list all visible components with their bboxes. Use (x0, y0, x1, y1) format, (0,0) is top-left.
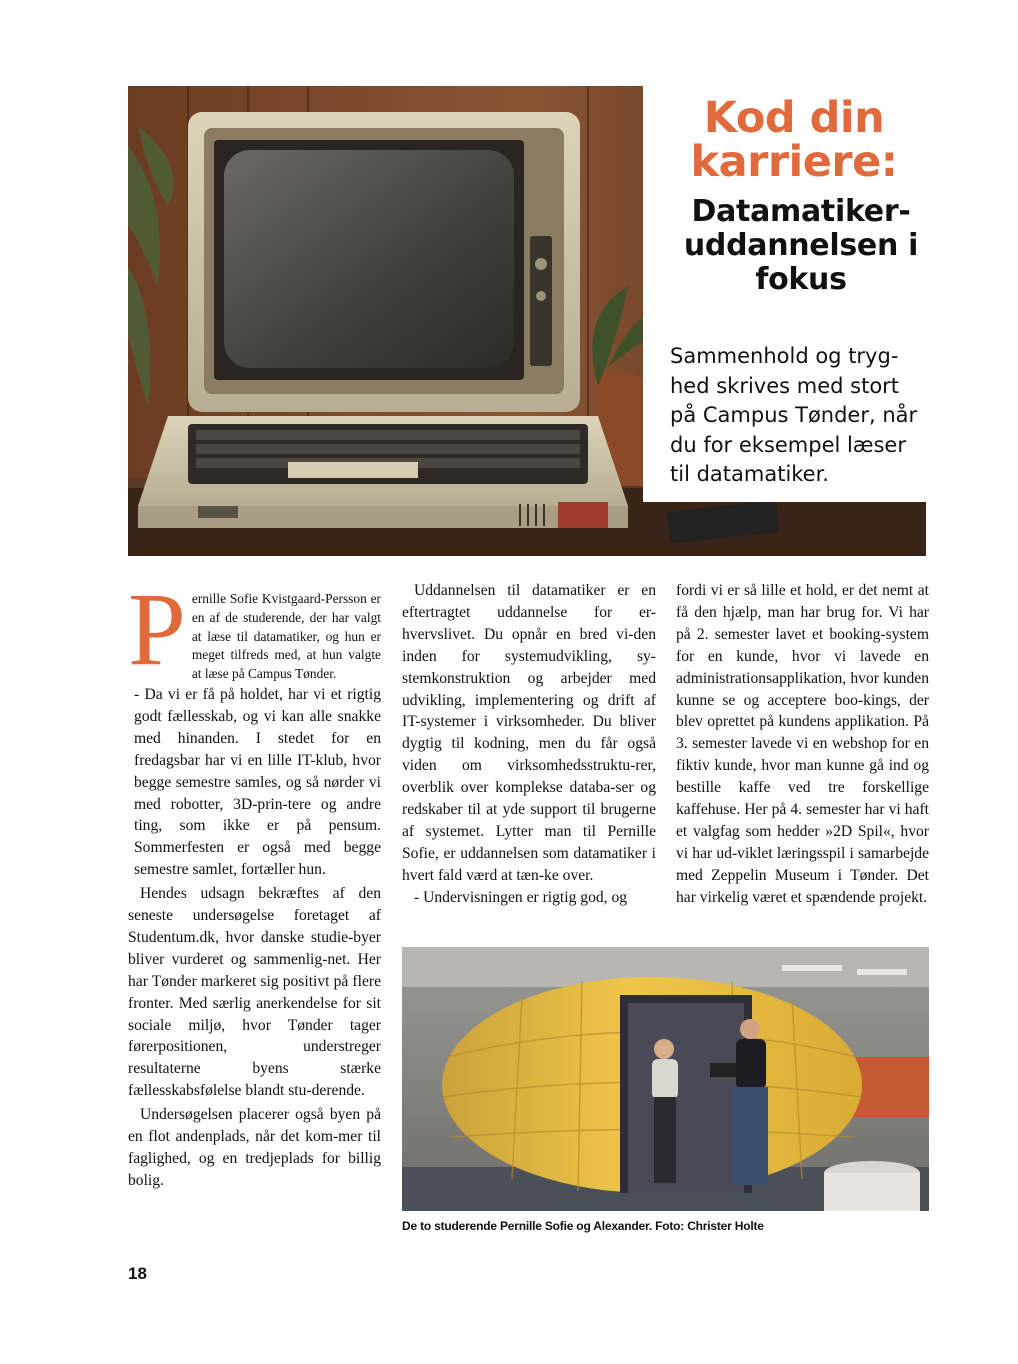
intro-text: ernille Sofie Kvistgaard-Persson er en af de studerende, der har valgt at læse til datamatiker, og hun er meget tilfreds med, at hun valgte at læse på Campus Tønder. (191, 591, 381, 682)
lead-paragraph: Sammenhold og tryg-hed skrives med stort på Campus Tønder, når du for eksempel læser til datamatiker. (670, 344, 918, 486)
body-paragraph: Hendes udsagn bekræftes af den seneste undersøgelse foretaget af Studentum.dk, hvor danske studie-byer bliver vurderet og sammenlig-net. Her har Tønder markeret sig positivt på flere fronter. Med særlig anerkendelse for sit sociale miljø, hvor Tønder tager førerpositionen, understreger resultaterne byens stærke fællesskabsfølelse blandt stu-derende. (128, 885, 381, 1100)
body-paragraph: fordi vi er så lille et hold, er det nemt at få den hjælp, man har brug for. Vi har på 2. semester lavet et booking-system for en kunde, hvor vi lavede en administrationsapplikation, hvor kunden kunne se og acceptere boo-kings, der blev oprettet på kundens applikation. På 3. semester lavede vi en webshop for en fiktiv kunde, hvor man kunne gå ind og bestille kaffe ved tre forskellige kaffehuse. Her på 4. semester har vi haft et valgfag som hedder »2D Spil«, hvor vi har ud-viklet læringsspil i samarbejde med Zeppelin Museum i Tønder. Det har virkelig været et spændende projekt. (676, 582, 929, 906)
body-paragraph: - Da vi er få på holdet, har vi et rigtig godt fællesskab, og vi kan alle snakke med hinanden. I stedet for en fredagsbar har vi en lille IT-klub, hvor begge semestre samles, og så nørder vi med robotter, 3D-prin-tere og andre ting, som ikke er på pensum. Sommerfesten er også med begge semestre samlet, fortæller hun. (134, 685, 381, 879)
subheadline: Datamatiker-uddannelsen i fokus (683, 194, 919, 297)
article-column-2 (402, 580, 656, 909)
headline: Kod din karriere: (690, 93, 898, 187)
body-paragraph: Uddannelsen til datamatiker er en eftertragtet uddannelse for er-hvervslivet. Du opnår en bred vi-den inden for systemudvikling, sy-stemkonstruktion og arbejder med udvikling, implementering og drift af IT-systemer i virksomheder. Du bliver dygtig til kodning, men du får også viden om virksomhedsstruktu-rer, overblik over komplekse databa-ser og redskaber til at yde support til brugerne af systemet. Lytter man til Pernille Sofie, er uddannelsen som datamatiker i hvert fald værd at tæn-ke over. (402, 582, 656, 884)
article-column-1 (128, 572, 381, 1192)
body-paragraph: - Undervisningen er rigtig god, og (414, 888, 628, 906)
photo-students-yellow-pod (402, 947, 929, 1211)
drop-cap: P (128, 572, 186, 687)
body-paragraph: Undersøgelsen placerer også byen på en flot andenplads, når det kom-mer til faglighed, og en tredjeplads for billig bolig. (128, 1106, 381, 1189)
page-number: 18 (128, 1264, 147, 1283)
photo-caption: De to studerende Pernille Sofie og Alexander. Foto: Christer Holte (402, 1219, 764, 1233)
article-column-3 (676, 580, 929, 909)
intro-paragraph (128, 572, 381, 687)
yellow-pod-illustration (402, 947, 929, 1211)
